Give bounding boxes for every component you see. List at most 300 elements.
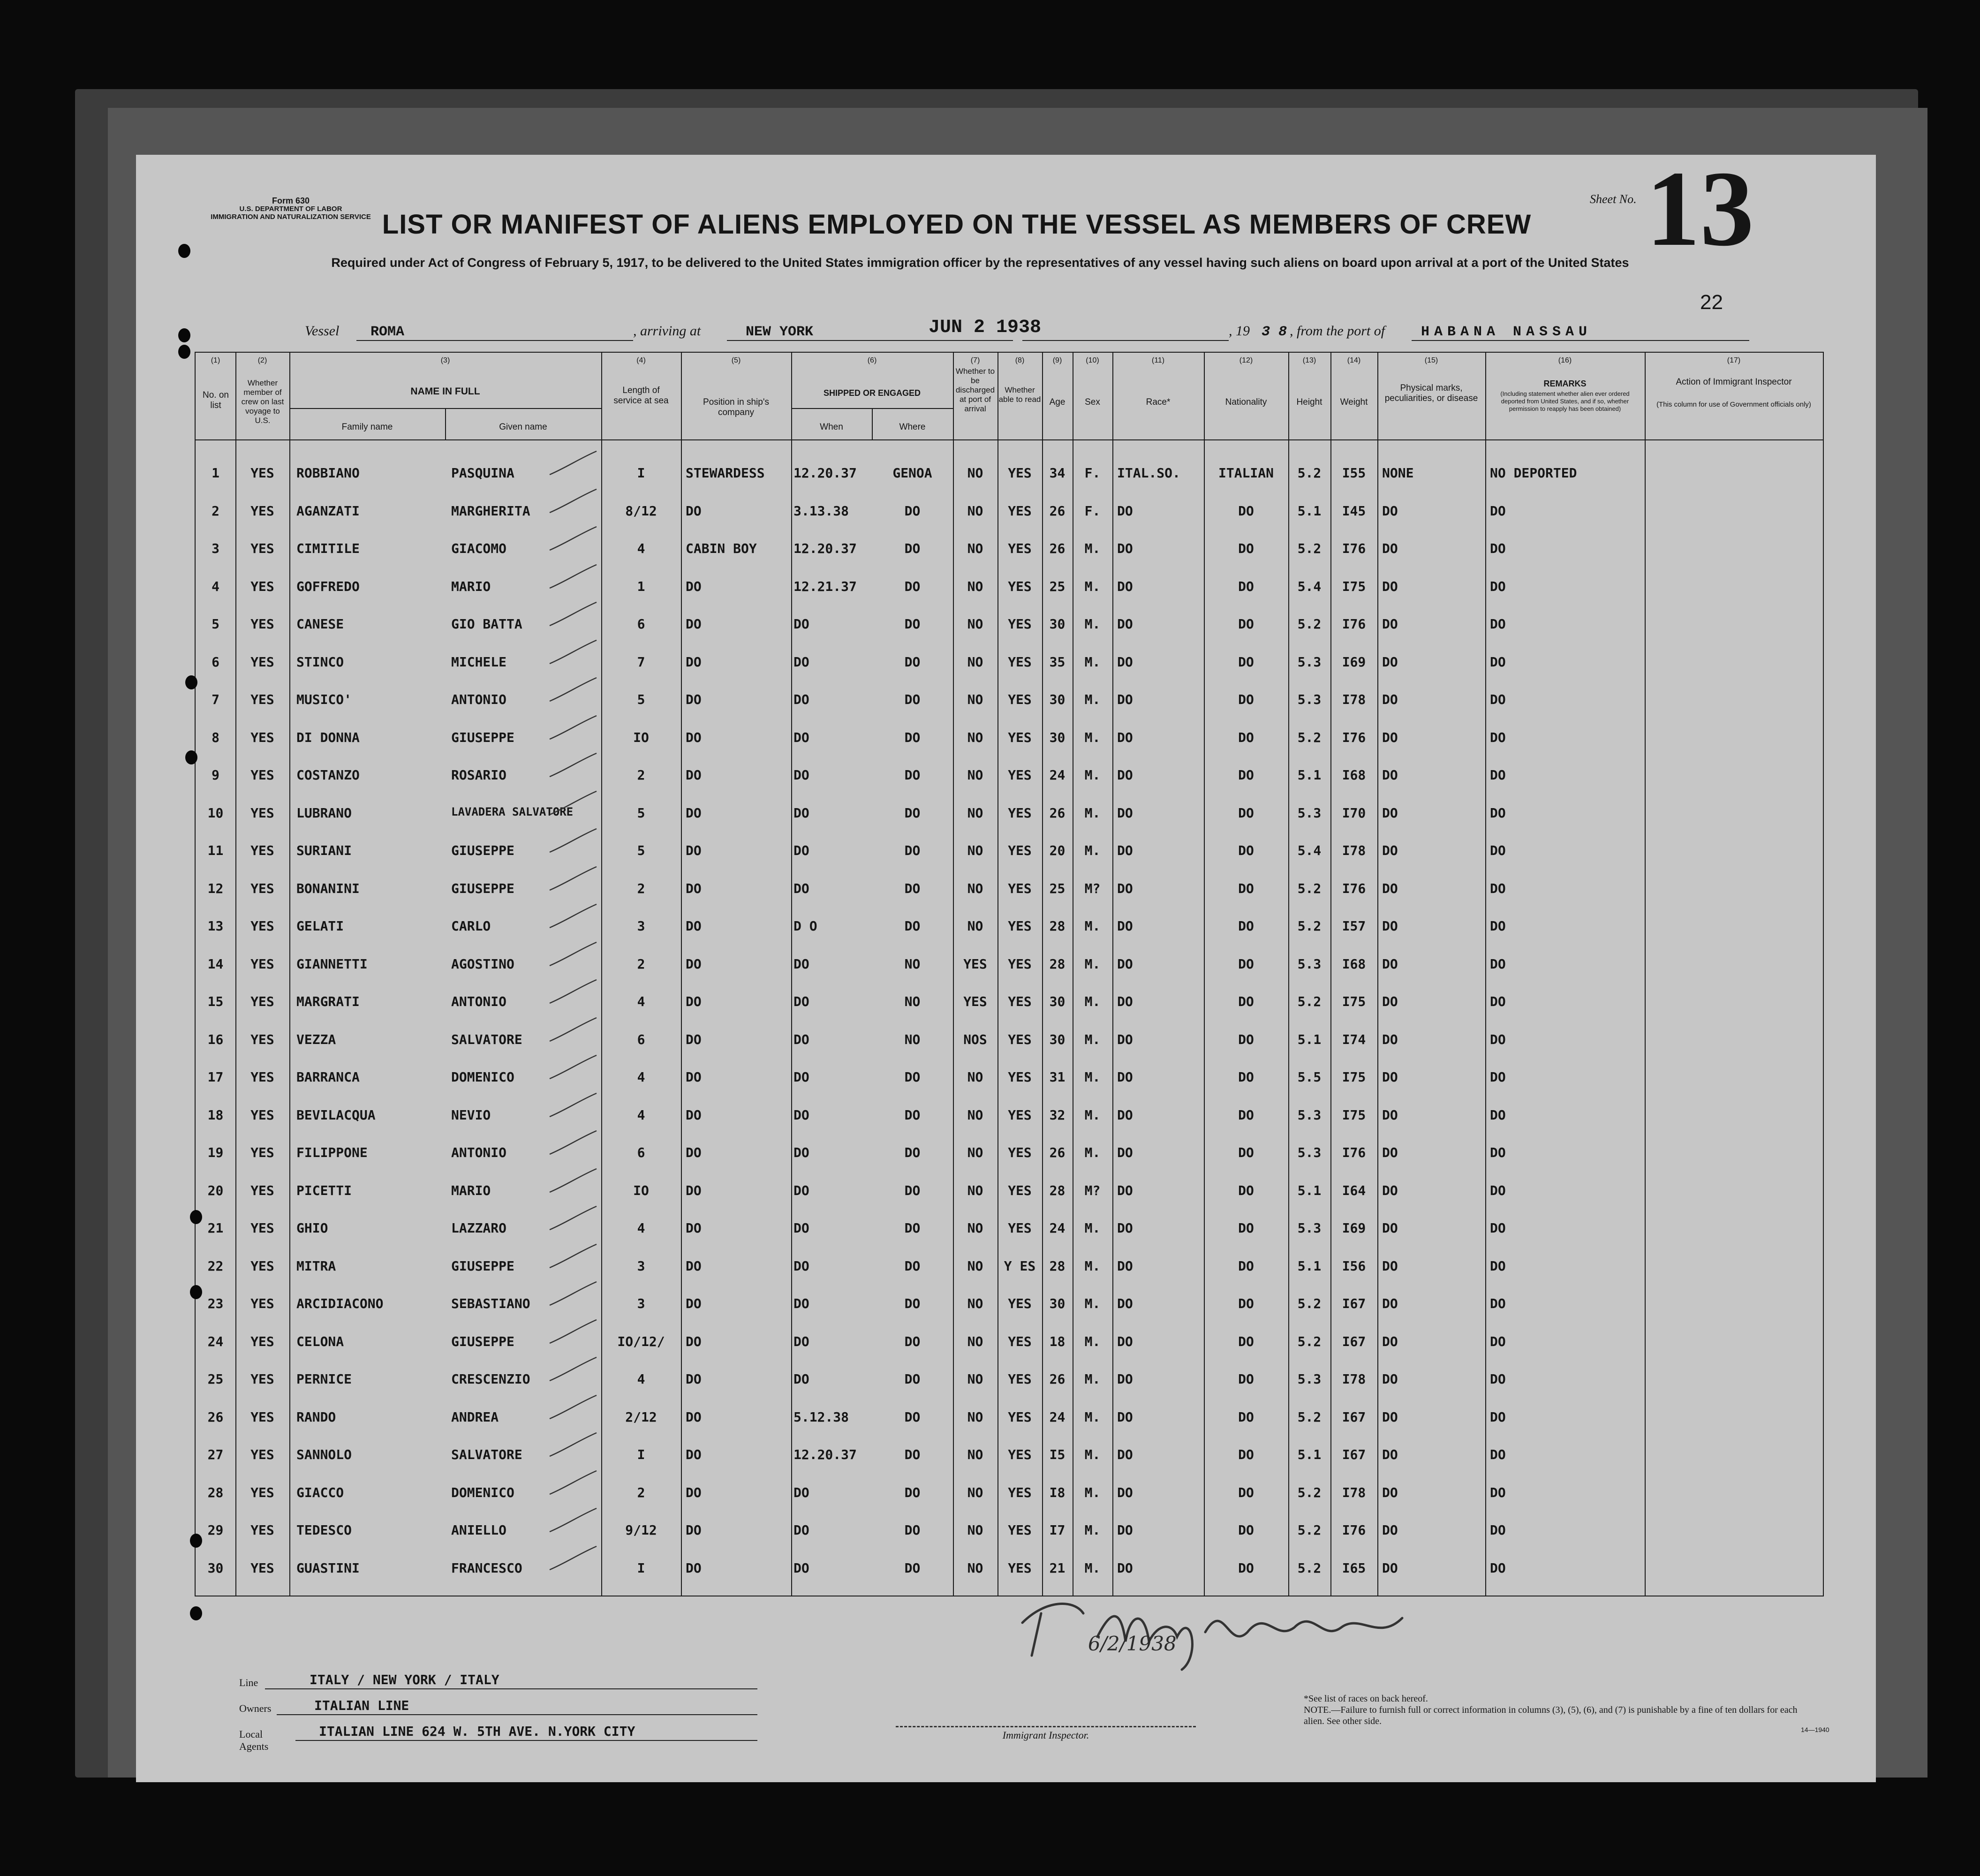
cell-member: YES	[250, 1296, 274, 1311]
cell-nationality: DO	[1238, 1522, 1254, 1538]
vessel-label: Vessel	[305, 323, 340, 339]
cell-nationality: DO	[1238, 1371, 1254, 1387]
cell-given: LAZZARO	[451, 1220, 507, 1236]
cell-remarks: DO	[1490, 1031, 1506, 1047]
cell-position: DO	[686, 1069, 702, 1085]
cell-physical: DO	[1382, 1107, 1398, 1123]
tick-mark	[547, 524, 599, 552]
cell-position: DO	[686, 1447, 702, 1462]
cell-physical: DO	[1382, 1258, 1398, 1274]
cell-where: DO	[904, 1107, 921, 1123]
cell-where: DO	[904, 578, 921, 594]
table-row	[196, 536, 1823, 574]
cell-physical: DO	[1382, 994, 1398, 1009]
cell-position: DO	[686, 1220, 702, 1236]
cell-height: 5.1	[1297, 1182, 1322, 1198]
cell-age: 24	[1049, 1220, 1066, 1236]
cell-physical: DO	[1382, 1522, 1398, 1538]
cell-remarks: DO	[1490, 918, 1506, 934]
cell-no: 17	[207, 1069, 224, 1085]
cell-family: GHIO	[296, 1220, 328, 1236]
cell-remarks: DO	[1490, 1220, 1506, 1236]
cell-height: 5.3	[1297, 654, 1322, 670]
cell-height: 5.3	[1297, 1371, 1322, 1387]
cell-member: YES	[250, 843, 274, 858]
cell-family: RANDO	[296, 1409, 336, 1425]
colnum-5: (5)	[731, 356, 741, 364]
cell-sex: M.	[1084, 1371, 1101, 1387]
tick-mark	[547, 487, 599, 515]
cell-remarks: DO	[1490, 994, 1506, 1009]
header-nationality: Nationality	[1225, 397, 1267, 407]
cell-discharged: NO	[967, 767, 983, 783]
cell-read: YES	[1008, 1145, 1032, 1160]
cell-when: DO	[794, 729, 809, 745]
cell-remarks: DO	[1490, 692, 1506, 707]
date-stamp: JUN 2 1938	[929, 317, 1042, 338]
cell-sex: M.	[1084, 692, 1101, 707]
cell-discharged: NO	[967, 541, 983, 556]
punch-hole	[190, 1534, 202, 1548]
cell-height: 5.1	[1297, 503, 1322, 519]
cell-given: MARGHERITA	[451, 503, 530, 519]
line-value: ITALY / NEW YORK / ITALY	[310, 1672, 499, 1687]
cell-sex: M.	[1084, 1031, 1101, 1047]
cell-height: 5.1	[1297, 1031, 1322, 1047]
cell-member: YES	[250, 1560, 274, 1576]
cell-race: DO	[1117, 1522, 1133, 1538]
cell-weight: I78	[1342, 1484, 1366, 1500]
cell-race: DO	[1117, 578, 1133, 594]
cell-member: YES	[250, 1182, 274, 1198]
cell-discharged: NO	[967, 465, 983, 481]
cell-weight: I74	[1342, 1031, 1366, 1047]
header-when: When	[820, 422, 843, 432]
cell-remarks: DO	[1490, 578, 1506, 594]
cell-age: I7	[1049, 1522, 1066, 1538]
cell-where: NO	[904, 1031, 921, 1047]
cell-where: DO	[904, 1182, 921, 1198]
manifest-sheet	[136, 149, 1876, 1782]
punch-hole	[190, 1210, 202, 1224]
cell-position: DO	[686, 1145, 702, 1160]
cell-when: DO	[794, 1220, 809, 1236]
from-port-label: , from the port of	[1290, 323, 1385, 339]
cell-position: DO	[686, 1107, 702, 1123]
cell-remarks: DO	[1490, 880, 1506, 896]
tick-mark	[547, 638, 599, 666]
cell-read: YES	[1008, 616, 1032, 632]
cell-sex: M?	[1084, 880, 1101, 896]
cell-read: Y ES	[1004, 1258, 1036, 1274]
cell-length: 4	[637, 1371, 645, 1387]
cell-physical: DO	[1382, 918, 1398, 934]
cell-weight: I75	[1342, 1107, 1366, 1123]
cell-sex: M.	[1084, 1258, 1101, 1274]
cell-height: 5.1	[1297, 1447, 1322, 1462]
cell-nationality: DO	[1238, 918, 1254, 934]
cell-discharged: NO	[967, 880, 983, 896]
cell-discharged: NO	[967, 1220, 983, 1236]
colnum-6: (6)	[867, 356, 877, 364]
cell-given: ANIELLO	[451, 1522, 507, 1538]
cell-read: YES	[1008, 1484, 1032, 1500]
cell-when: DO	[794, 1107, 809, 1123]
cell-physical: DO	[1382, 1145, 1398, 1160]
cell-race: DO	[1117, 843, 1133, 858]
vessel-name: ROMA	[370, 324, 405, 340]
cell-no: 12	[207, 880, 224, 896]
immigrant-inspector-line: Immigrant Inspector.	[896, 1726, 1196, 1741]
cell-given: SALVATORE	[451, 1447, 522, 1462]
cell-weight: I69	[1342, 654, 1366, 670]
cell-where: DO	[904, 1522, 921, 1538]
cell-discharged: NO	[967, 692, 983, 707]
cell-no: 19	[207, 1145, 224, 1160]
cell-weight: I76	[1342, 616, 1366, 632]
cell-no: 26	[207, 1409, 224, 1425]
cell-weight: I78	[1342, 843, 1366, 858]
colnum-13: (13)	[1302, 356, 1316, 364]
cell-nationality: ITALIAN	[1218, 465, 1274, 481]
cell-age: 28	[1049, 956, 1066, 972]
cell-family: STINCO	[296, 654, 344, 670]
cell-family: DI DONNA	[296, 729, 360, 745]
cell-member: YES	[250, 1484, 274, 1500]
header-name-in-full: NAME IN FULL	[410, 386, 480, 397]
cell-physical: DO	[1382, 692, 1398, 707]
tick-mark	[547, 713, 599, 741]
tick-mark	[547, 1166, 599, 1195]
cell-no: 2	[212, 503, 219, 519]
cell-nationality: DO	[1238, 1258, 1254, 1274]
header-position: Position in ship's company	[703, 397, 769, 417]
cell-when: DO	[794, 1145, 809, 1160]
cell-weight: I67	[1342, 1409, 1366, 1425]
colnum-11: (11)	[1151, 356, 1165, 364]
cell-remarks: DO	[1490, 1447, 1506, 1462]
cell-read: YES	[1008, 1107, 1032, 1123]
cell-physical: DO	[1382, 767, 1398, 783]
cell-family: PICETTI	[296, 1182, 352, 1198]
cell-read: YES	[1008, 1296, 1032, 1311]
cell-age: 26	[1049, 541, 1066, 556]
cell-sex: M.	[1084, 1145, 1101, 1160]
cell-member: YES	[250, 1333, 274, 1349]
cell-age: 26	[1049, 503, 1066, 519]
cell-no: 20	[207, 1182, 224, 1198]
cell-length: 3	[637, 1296, 645, 1311]
header-action-of-inspector: Action of Immigrant Inspector	[1676, 377, 1792, 387]
cell-no: 1	[212, 465, 219, 481]
colnum-3: (3)	[440, 356, 450, 364]
header-no-on-list: No. on list	[203, 390, 229, 410]
cell-age: 32	[1049, 1107, 1066, 1123]
cell-weight: I64	[1342, 1182, 1366, 1198]
cell-no: 30	[207, 1560, 224, 1576]
cell-member: YES	[250, 880, 274, 896]
cell-read: YES	[1008, 503, 1032, 519]
cell-remarks: DO	[1490, 1107, 1506, 1123]
cell-length: I	[637, 465, 645, 481]
cell-sex: M.	[1084, 767, 1101, 783]
cell-member: YES	[250, 578, 274, 594]
tick-mark	[547, 1128, 599, 1157]
service-label: IMMIGRATION AND NATURALIZATION SERVICE	[211, 213, 371, 221]
header-length-of-service: Length of service at sea	[613, 386, 669, 406]
cell-read: YES	[1008, 767, 1032, 783]
cell-when: DO	[794, 1296, 809, 1311]
cell-remarks: NO DEPORTED	[1490, 465, 1577, 481]
cell-position: DO	[686, 1371, 702, 1387]
table-row	[196, 1442, 1823, 1480]
cell-given: ROSARIO	[451, 767, 507, 783]
cell-read: YES	[1008, 465, 1032, 481]
cell-length: 7	[637, 654, 645, 670]
cell-when: 3.13.38	[794, 503, 849, 519]
cell-race: DO	[1117, 1069, 1133, 1085]
punch-hole	[178, 328, 190, 342]
cell-height: 5.4	[1297, 843, 1322, 858]
cell-member: YES	[250, 1145, 274, 1160]
table-row	[196, 650, 1823, 687]
cell-length: 5	[637, 843, 645, 858]
cell-where: DO	[904, 1296, 921, 1311]
cell-age: 30	[1049, 1296, 1066, 1311]
cell-where: GENOA	[892, 465, 932, 481]
cell-position: DO	[686, 1333, 702, 1349]
cell-given: GIUSEPPE	[451, 880, 514, 896]
table-row	[196, 1405, 1823, 1442]
cell-where: NO	[904, 994, 921, 1009]
cell-age: 31	[1049, 1069, 1066, 1085]
cell-nationality: DO	[1238, 1220, 1254, 1236]
cell-member: YES	[250, 465, 274, 481]
cell-nationality: DO	[1238, 1069, 1254, 1085]
table-row	[196, 725, 1823, 763]
cell-physical: DO	[1382, 1182, 1398, 1198]
cell-sex: M.	[1084, 1409, 1101, 1425]
cell-physical: DO	[1382, 503, 1398, 519]
table-row	[196, 1103, 1823, 1140]
cell-physical: DO	[1382, 880, 1398, 896]
cell-discharged: NO	[967, 918, 983, 934]
header-physical-marks: Physical marks, peculiarities, or disease	[1384, 383, 1478, 403]
cell-member: YES	[250, 1069, 274, 1085]
cell-weight: I57	[1342, 918, 1366, 934]
cell-weight: I76	[1342, 1145, 1366, 1160]
table-row	[196, 763, 1823, 800]
table-row	[196, 838, 1823, 876]
cell-read: YES	[1008, 843, 1032, 858]
cell-where: DO	[904, 541, 921, 556]
cell-remarks: DO	[1490, 1258, 1506, 1274]
cell-read: YES	[1008, 1522, 1032, 1538]
cell-no: 3	[212, 541, 219, 556]
cell-nationality: DO	[1238, 503, 1254, 519]
cell-given: SEBASTIANO	[451, 1296, 530, 1311]
cell-sex: F.	[1084, 465, 1101, 481]
cell-given: SALVATORE	[451, 1031, 522, 1047]
cell-physical: DO	[1382, 616, 1398, 632]
cell-read: YES	[1008, 918, 1032, 934]
requirement-text: Required under Act of Congress of February 5, 1917, to be delivered to the United States immigration officer by the representatives of any vessel having such aliens on board upon arrival at a port of the United States	[331, 256, 1629, 270]
cell-nationality: DO	[1238, 1447, 1254, 1462]
cell-no: 28	[207, 1484, 224, 1500]
cell-given: GIUSEPPE	[451, 1333, 514, 1349]
tick-mark	[547, 1468, 599, 1497]
cell-remarks: DO	[1490, 956, 1506, 972]
footnote	[1304, 1693, 1820, 1727]
tick-mark	[547, 1279, 599, 1308]
cell-height: 5.3	[1297, 692, 1322, 707]
colnum-7: (7)	[970, 356, 980, 364]
table-row	[196, 952, 1823, 989]
cell-age: 20	[1049, 843, 1066, 858]
cell-age: 24	[1049, 1409, 1066, 1425]
tick-mark	[547, 600, 599, 628]
cell-family: GIANNETTI	[296, 956, 368, 972]
cell-length: 2/12	[625, 1409, 657, 1425]
cell-given: ANTONIO	[451, 1145, 507, 1160]
cell-position: DO	[686, 616, 702, 632]
cell-position: DO	[686, 692, 702, 707]
cell-height: 5.2	[1297, 1560, 1322, 1576]
cell-race: DO	[1117, 1296, 1133, 1311]
cell-given: GIUSEPPE	[451, 1258, 514, 1274]
cell-physical: DO	[1382, 1484, 1398, 1500]
cell-physical: DO	[1382, 1447, 1398, 1462]
cell-no: 13	[207, 918, 224, 934]
cell-family: COSTANZO	[296, 767, 360, 783]
cell-given: NEVIO	[451, 1107, 491, 1123]
cell-family: GUASTINI	[296, 1560, 360, 1576]
table-row	[196, 1367, 1823, 1404]
cell-no: 15	[207, 994, 224, 1009]
cell-where: DO	[904, 805, 921, 821]
cell-position: DO	[686, 1409, 702, 1425]
cell-weight: I78	[1342, 692, 1366, 707]
cell-member: YES	[250, 1107, 274, 1123]
cell-no: 11	[207, 843, 224, 858]
cell-height: 5.2	[1297, 918, 1322, 934]
cell-age: 28	[1049, 1258, 1066, 1274]
header-given-name: Given name	[499, 422, 547, 432]
cell-sex: M.	[1084, 1220, 1101, 1236]
cell-position: DO	[686, 994, 702, 1009]
cell-length: IO	[633, 729, 649, 745]
cell-sex: M.	[1084, 1107, 1101, 1123]
cell-member: YES	[250, 1447, 274, 1462]
cell-race: DO	[1117, 1484, 1133, 1500]
cell-length: 3	[637, 1258, 645, 1274]
tick-mark	[547, 449, 599, 477]
cell-age: 25	[1049, 880, 1066, 896]
cell-nationality: DO	[1238, 541, 1254, 556]
table-row	[196, 989, 1823, 1027]
cell-sex: M?	[1084, 1182, 1101, 1198]
cell-family: LUBRANO	[296, 805, 352, 821]
cell-when: DO	[794, 1182, 809, 1198]
cell-weight: I67	[1342, 1333, 1366, 1349]
cell-position: DO	[686, 1031, 702, 1047]
cell-height: 5.3	[1297, 1220, 1322, 1236]
table-row	[196, 687, 1823, 725]
cell-when: DO	[794, 1258, 809, 1274]
cell-discharged: YES	[963, 956, 987, 972]
department-label: U.S. DEPARTMENT OF LABOR	[239, 205, 342, 213]
cell-length: 6	[637, 1031, 645, 1047]
table-row	[196, 612, 1823, 649]
header-remarks: REMARKS	[1543, 379, 1587, 388]
cell-age: 30	[1049, 729, 1066, 745]
cell-family: PERNICE	[296, 1371, 352, 1387]
cell-remarks: DO	[1490, 654, 1506, 670]
cell-weight: I55	[1342, 465, 1366, 481]
cell-where: DO	[904, 1409, 921, 1425]
cell-given: ANDREA	[451, 1409, 499, 1425]
cell-discharged: NO	[967, 1296, 983, 1311]
cell-length: 5	[637, 692, 645, 707]
colnum-4: (4)	[636, 356, 646, 364]
cell-when: DO	[794, 880, 809, 896]
colnum-17: (17)	[1727, 356, 1741, 364]
cell-read: YES	[1008, 805, 1032, 821]
sheet-number: 13	[1646, 149, 1754, 268]
cell-race: DO	[1117, 1371, 1133, 1387]
cell-where: DO	[904, 1333, 921, 1349]
cell-race: DO	[1117, 1333, 1133, 1349]
cell-family: BARRANCA	[296, 1069, 360, 1085]
cell-position: DO	[686, 1182, 702, 1198]
colnum-10: (10)	[1086, 356, 1099, 364]
cell-sex: M.	[1084, 729, 1101, 745]
cell-no: 25	[207, 1371, 224, 1387]
cell-given: GIUSEPPE	[451, 843, 514, 858]
colnum-2: (2)	[257, 356, 267, 364]
tick-mark	[547, 864, 599, 893]
cell-physical: DO	[1382, 729, 1398, 745]
header-family-name: Family name	[341, 422, 393, 432]
cell-family: SANNOLO	[296, 1447, 352, 1462]
cell-member: YES	[250, 1371, 274, 1387]
year-label: , 19	[1229, 323, 1250, 339]
cell-given: AGOSTINO	[451, 956, 514, 972]
cell-member: YES	[250, 1220, 274, 1236]
cell-no: 27	[207, 1447, 224, 1462]
cell-race: DO	[1117, 1447, 1133, 1462]
tick-mark	[547, 1544, 599, 1572]
cell-length: I	[637, 1560, 645, 1576]
cell-position: DO	[686, 503, 702, 519]
cell-physical: DO	[1382, 1560, 1398, 1576]
cell-remarks: DO	[1490, 767, 1506, 783]
cell-physical: DO	[1382, 654, 1398, 670]
cell-discharged: NO	[967, 1182, 983, 1198]
cell-weight: I76	[1342, 1522, 1366, 1538]
cell-member: YES	[250, 616, 274, 632]
cell-nationality: DO	[1238, 767, 1254, 783]
cell-length: 2	[637, 1484, 645, 1500]
header-able-to-read: Whether able to read	[998, 386, 1041, 404]
cell-where: DO	[904, 767, 921, 783]
cell-discharged: NO	[967, 1107, 983, 1123]
cell-when: DO	[794, 616, 809, 632]
cell-when: DO	[794, 956, 809, 972]
cell-member: YES	[250, 1031, 274, 1047]
tick-mark	[547, 789, 599, 817]
cell-read: YES	[1008, 994, 1032, 1009]
